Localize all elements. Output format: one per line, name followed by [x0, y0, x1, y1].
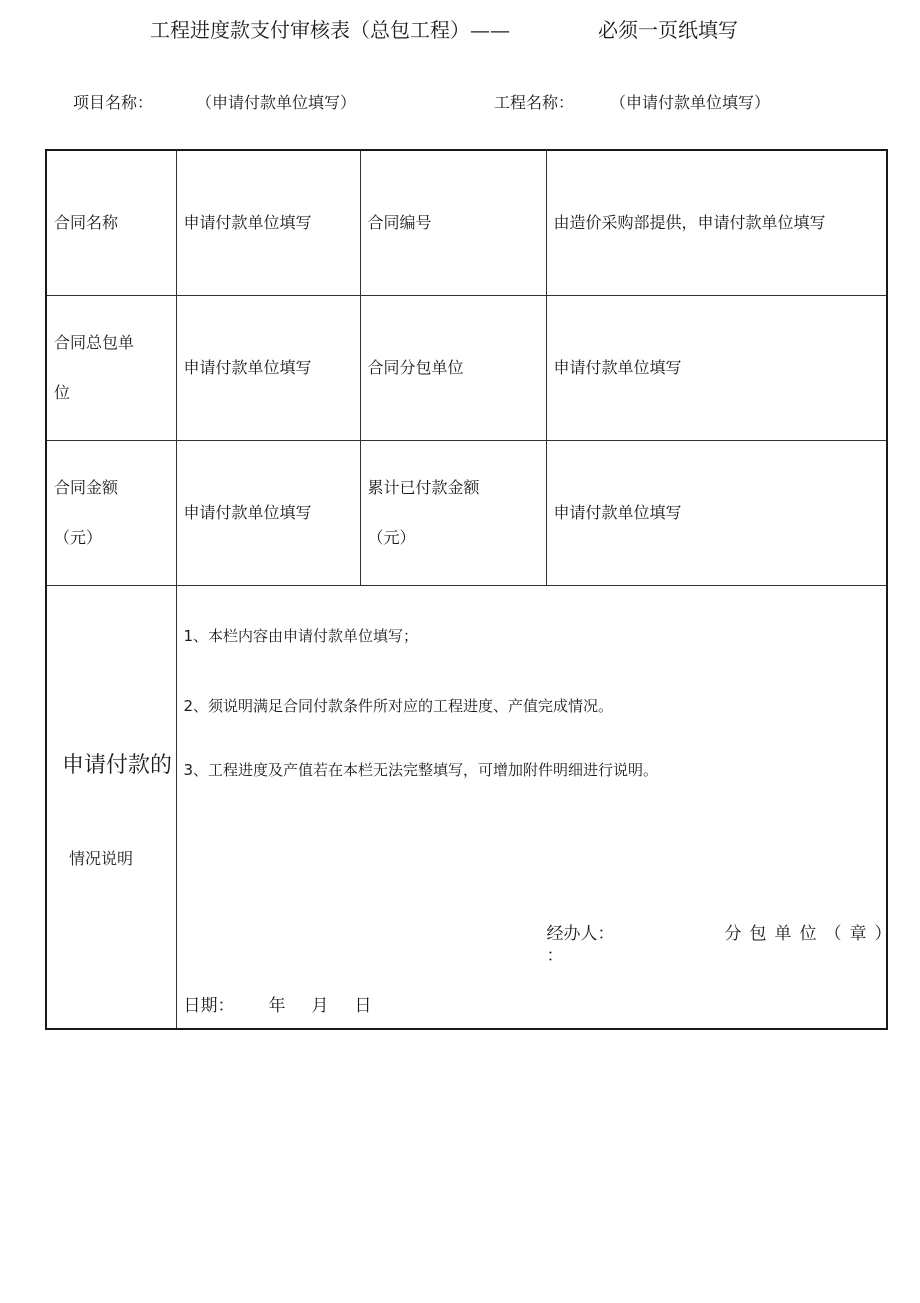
agent-label: 经办人：: [546, 923, 615, 944]
instruction-item-3: 3、工程进度及产值若在本栏无法完整填写，可增加附件明细进行说明。: [183, 760, 659, 779]
subcontractor-label: 合同分包单位: [360, 295, 546, 440]
table-row: [46, 440, 887, 585]
date-year-label: 年: [268, 995, 286, 1016]
contract-name-label: 合同名称: [46, 150, 176, 295]
date-day-label: 日: [354, 995, 372, 1016]
paid-amount-value: 申请付款单位填写: [546, 440, 887, 585]
situation-label-main: 申请付款的: [62, 752, 173, 778]
date-month-label: 月: [311, 995, 329, 1016]
subcontractor-seal-label: 分包单位（章）: [724, 923, 900, 944]
agent-colon: ：: [546, 945, 564, 966]
contract-amount-value: 申请付款单位填写: [176, 440, 360, 585]
title-note: 必须一页纸填写: [598, 18, 738, 42]
date-line: [184, 996, 372, 1016]
paid-amount-label: 累计已付款金额（元）: [360, 440, 546, 585]
payment-review-table: [45, 149, 900, 1030]
contract-amount-label: 合同金额（元）: [46, 440, 176, 585]
situation-label-cell: [46, 585, 176, 1029]
general-contractor-value: 申请付款单位填写: [176, 295, 360, 440]
subcontractor-value: 申请付款单位填写: [546, 295, 887, 440]
instruction-item-2: 2、须说明满足合同付款条件所对应的工程进度、产值完成情况。: [183, 696, 614, 715]
project-name-value: （申请付款单位填写）: [196, 93, 357, 112]
situation-content-cell: [176, 585, 900, 1029]
table-row: [46, 585, 887, 1029]
date-label: 日期：: [183, 995, 235, 1016]
contract-number-label: 合同编号: [360, 150, 546, 295]
general-contractor-label: 合同总包单位: [46, 295, 176, 440]
contract-number-value: 由造价采购部提供，申请付款单位填写: [546, 150, 887, 295]
page-title: 工程进度款支付审核表（总包工程）——: [150, 18, 510, 42]
table-row: [46, 150, 887, 295]
table-row: [46, 295, 887, 440]
instruction-item-1: 1、本栏内容由申请付款单位填写；: [183, 626, 419, 645]
project-name-label: 项目名称：: [73, 93, 154, 112]
contract-name-value: 申请付款单位填写: [176, 150, 360, 295]
situation-label-sub: 情况说明: [69, 848, 134, 868]
works-name-value: （申请付款单位填写）: [610, 93, 771, 112]
works-name-label: 工程名称：: [494, 93, 575, 112]
